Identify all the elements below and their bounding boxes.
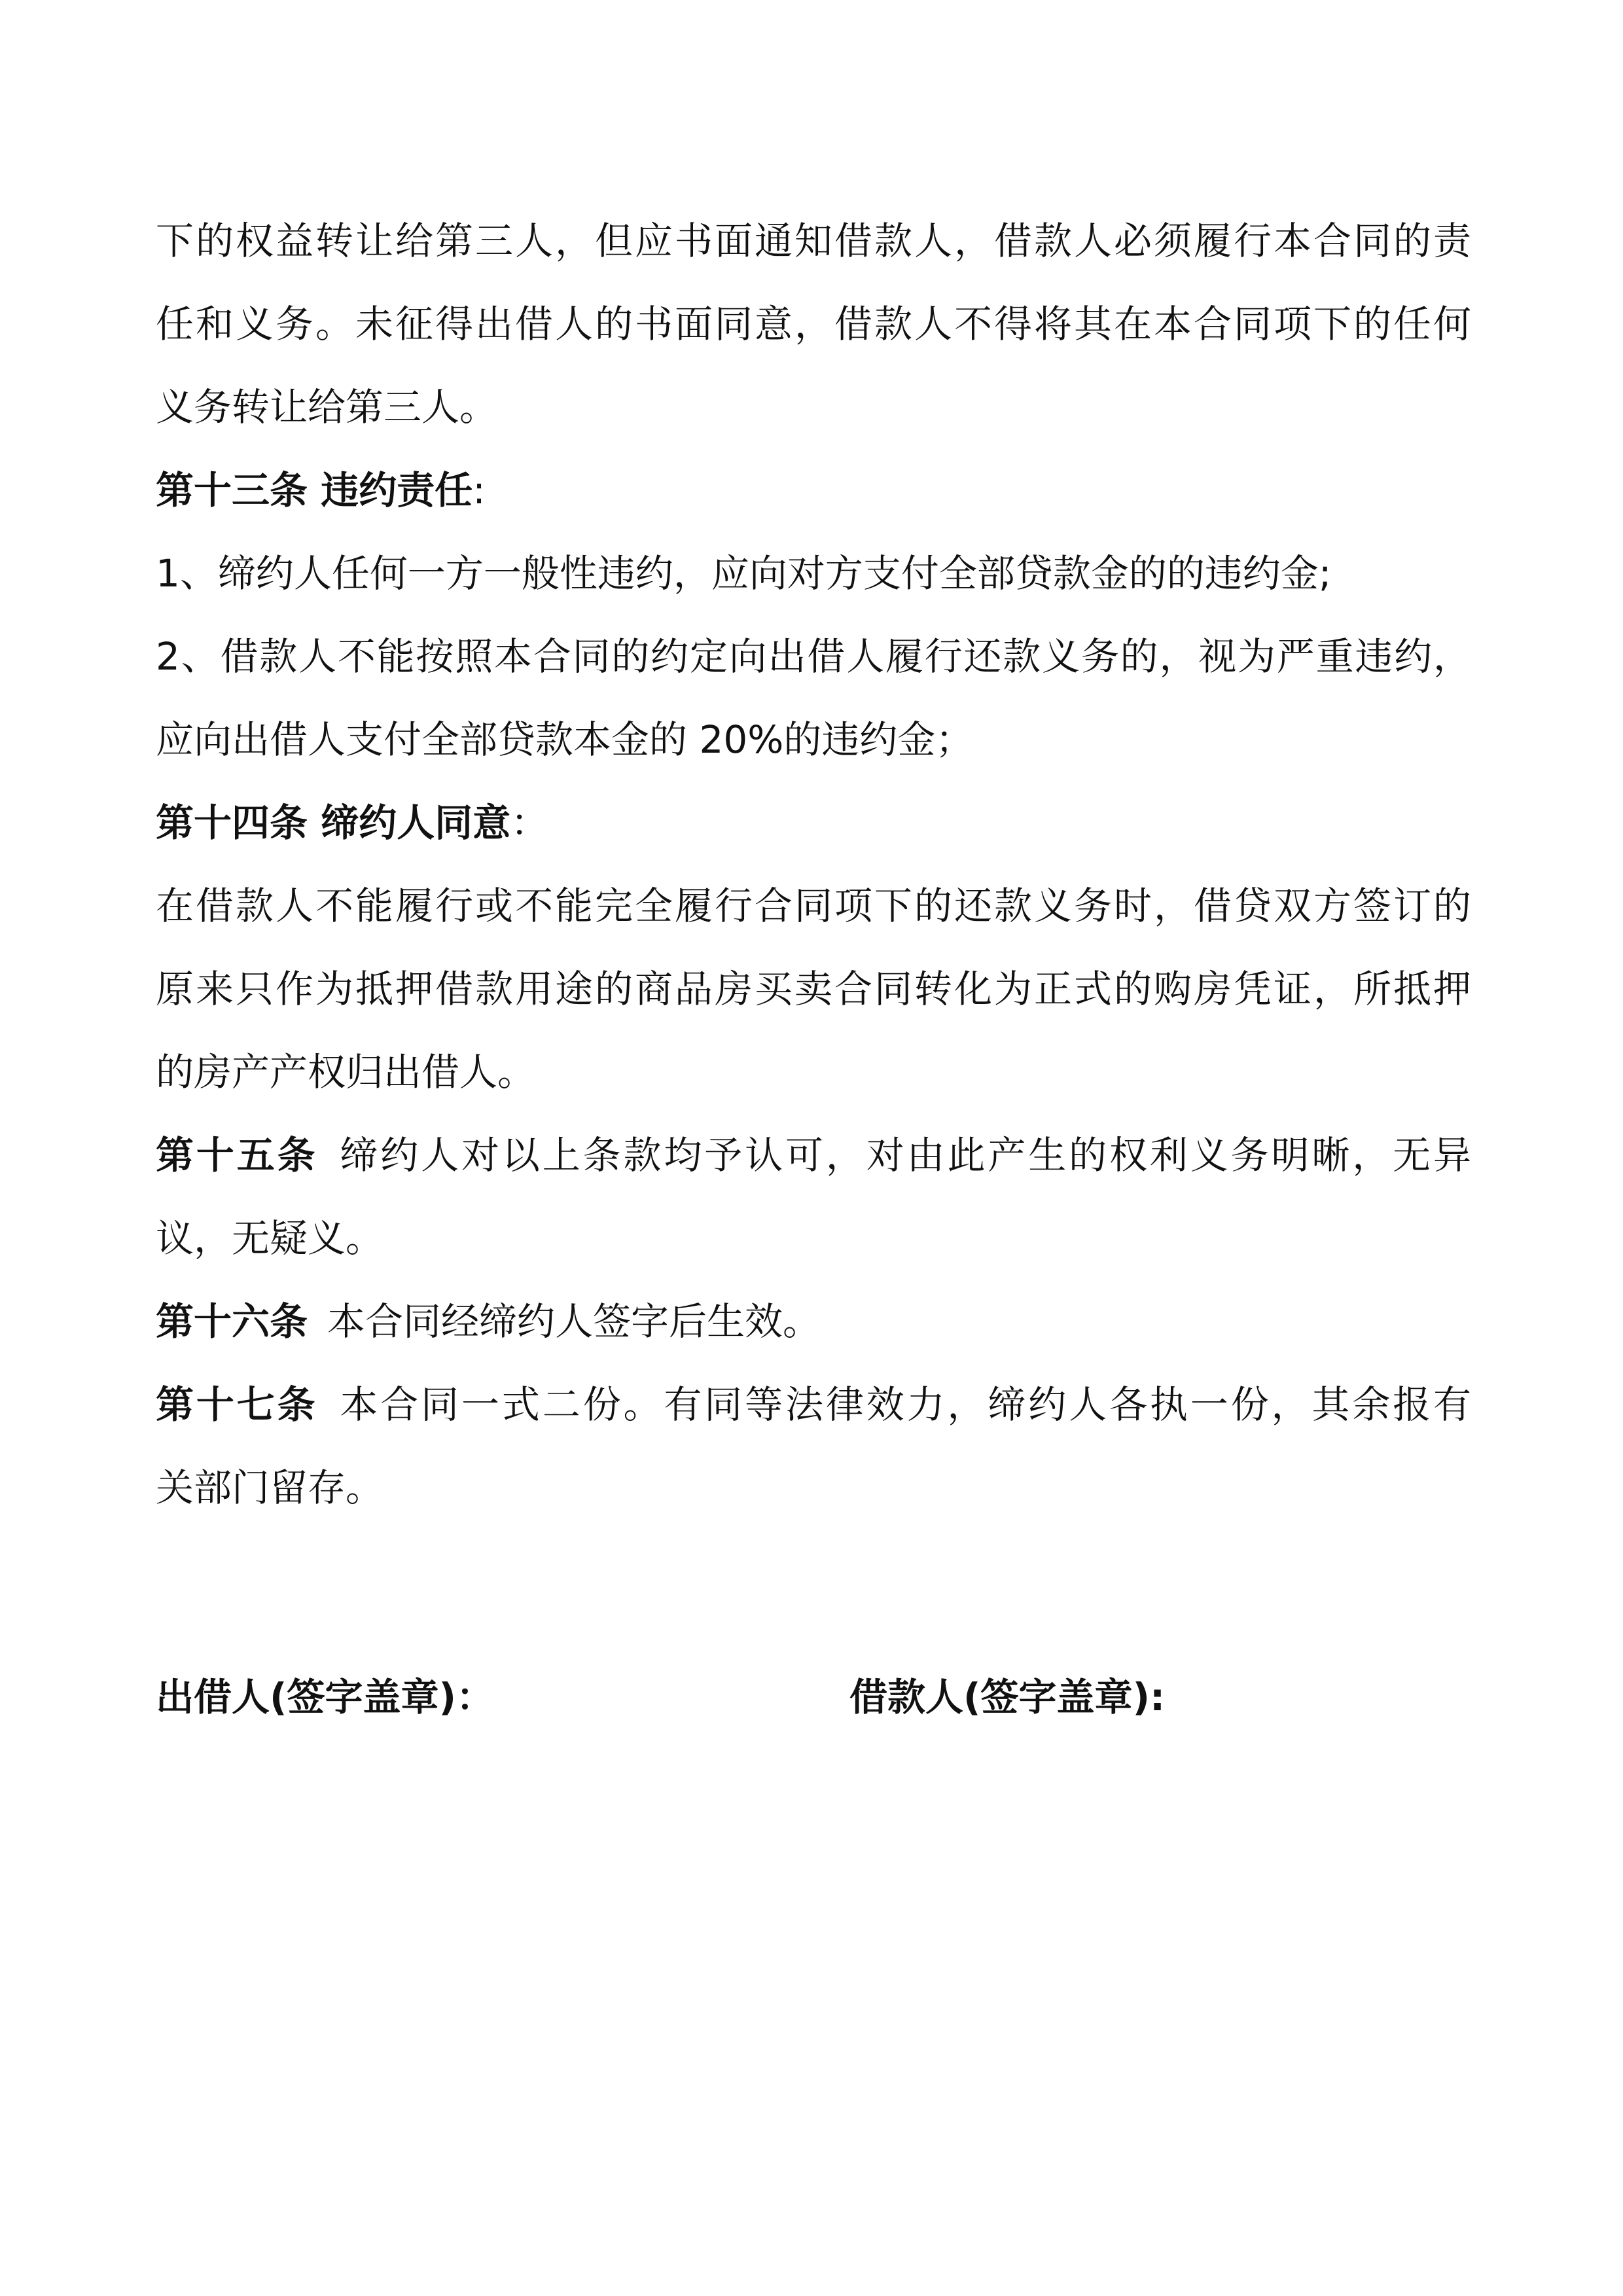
article-13-item-1: 1、缔约人任何一方一般性违约，应向对方支付全部贷款金的的违约金; (156, 551, 1332, 596)
article-15-line-1 (156, 1114, 1471, 1197)
article-17-line-2: 关部门留存。 (156, 1465, 384, 1510)
lender-signature-label: 出借人(签字盖章)： (156, 1675, 495, 1719)
article-17-line-1 (156, 1363, 1471, 1446)
article-16-line (156, 1280, 1471, 1363)
article-15-line-2: 议，无疑义。 (156, 1216, 384, 1261)
article-13-heading: 第十三条 违约责任 (156, 468, 473, 512)
article-17-text: 本合同一式二份。有同等法律效力，缔约人各执一份，其余报有 (337, 1382, 1471, 1427)
intro-line-2: 任和义务。未征得出借人的书面同意，借款人不得将其在本合同项下的任何 (156, 302, 1471, 346)
article-14-body-line-2: 原来只作为抵押借款用途的商品房买卖合同转化为正式的购房凭证，所抵押 (156, 967, 1471, 1011)
article-14-body-line-3: 的房产产权归出借人。 (156, 1050, 536, 1094)
article-14-body-line-1: 在借款人不能履行或不能完全履行合同项下的还款义务时，借贷双方签订的 (156, 884, 1471, 928)
contract-page (156, 200, 1471, 1530)
article-13-item-2-line-1: 2、借款人不能按照本合同的约定向出借人履行还款义务的，视为严重违约， (156, 634, 1471, 679)
article-13-item-2-line-2: 应向出借人支付全部贷款本金的 20%的违约金； (156, 717, 974, 762)
article-14-colon: ： (510, 800, 549, 845)
article-13-colon: : (473, 468, 486, 512)
intro-line-1: 下的权益转让给第三人，但应书面通知借款人，借款人必须履行本合同的责 (156, 219, 1471, 263)
article-15-text: 缔约人对以上条款均予认可，对由此产生的权利义务明晰，无异 (337, 1133, 1471, 1177)
article-14-heading: 第十四条 缔约人同意 (156, 800, 511, 845)
article-17-heading: 第十七条 (156, 1382, 318, 1427)
signature-row (156, 1656, 1471, 1739)
article-13-heading-line (156, 449, 1471, 532)
article-16-heading: 第十六条 (156, 1299, 308, 1344)
article-16-text: 本合同经缔约人签字后生效。 (327, 1299, 821, 1344)
borrower-signature-label: 借款人(签字盖章): (849, 1675, 1166, 1719)
article-15-heading: 第十五条 (156, 1133, 318, 1177)
article-14-heading-line (156, 781, 1471, 865)
intro-line-3: 义务转让给第三人。 (156, 385, 498, 429)
